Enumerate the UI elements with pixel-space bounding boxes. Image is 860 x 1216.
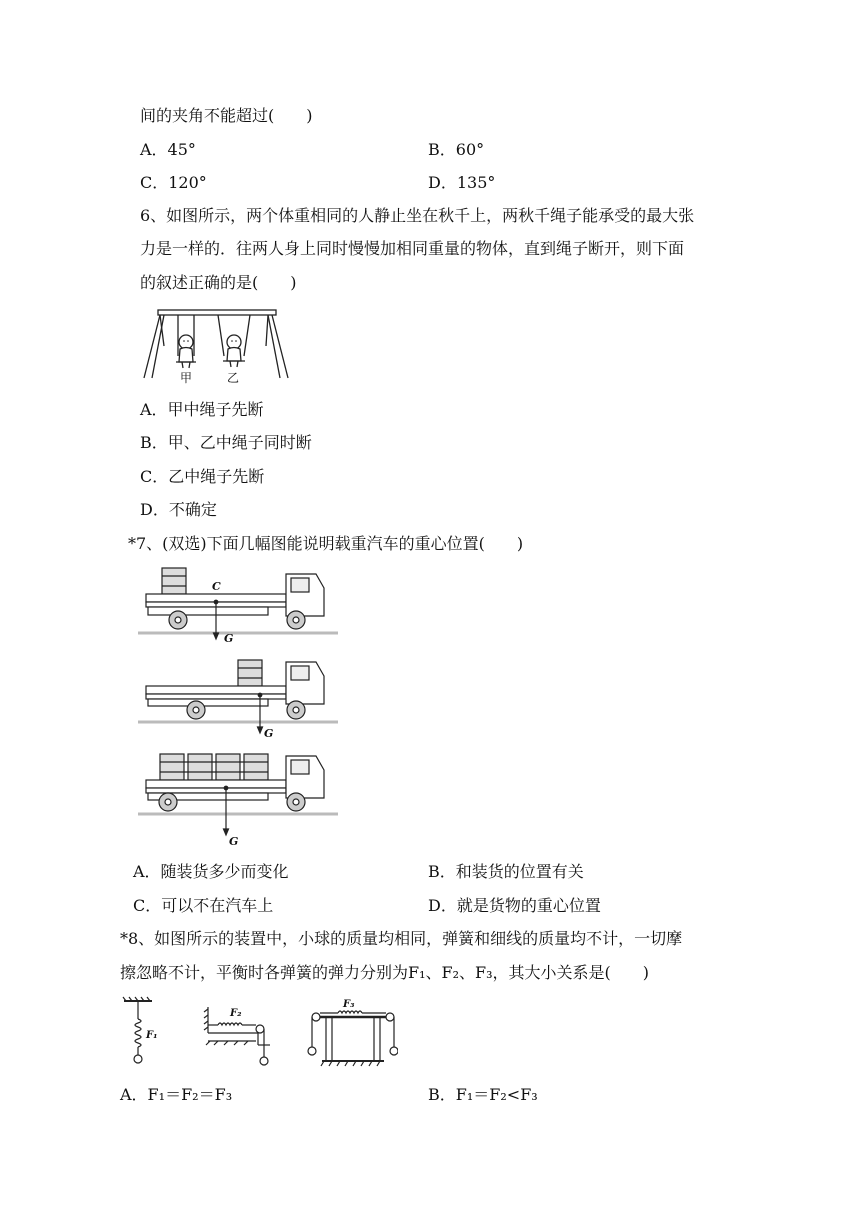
truck2-label-g: G [264,727,274,740]
q5-option-d: D．135° [428,173,496,192]
q7-stem: *7、(双选)下面几幅图能说明载重汽车的重心位置( ) [128,534,524,553]
q6-option-b: B．甲、乙中绳子同时断 [140,433,312,452]
swing-label-jia: 甲 [180,371,193,385]
q5-option-c: C．120° [140,173,207,192]
q6-option-a: A．甲中绳子先断 [140,400,264,419]
q6-stem-line-1: 6、如图所示，两个体重相同的人静止坐在秋千上，两秋千绳子能承受的最大张 [140,206,695,225]
q7-option-c: C．可以不在汽车上 [133,896,274,915]
q5-stem-tail: 间的夹角不能超过( ) [140,106,313,125]
spring-label-f3: F₃ [343,999,355,1010]
truck1-label-g: G [224,632,234,645]
q5-option-a: A．45° [140,140,196,159]
truck3-label-g: G [229,835,239,848]
q7-option-d: D．就是货物的重心位置 [428,896,601,915]
q6-stem-line-3: 的叙述正确的是( ) [140,273,297,292]
q5-option-b: B．60° [428,140,485,159]
q7-option-a: A．随装货多少而变化 [133,862,289,881]
q8-option-a: A．F₁＝F₂＝F₃ [120,1085,233,1104]
q6-option-d: D．不确定 [140,500,217,519]
q6-option-c: C．乙中绳子先断 [140,467,265,486]
truck-figure-2 [138,652,343,742]
truck-figure-1 [138,562,343,652]
q8-stem-line-2: 擦忽略不计，平衡时各弹簧的弹力分别为F₁、F₂、F₃，其大小关系是( ) [120,963,650,982]
truck1-label-c: C [212,580,221,593]
spring-device-figure [118,995,398,1073]
truck-figure-3 [138,746,343,851]
q8-option-b: B．F₁＝F₂<F₃ [428,1085,538,1104]
spring-label-f2: F₂ [230,1008,242,1019]
q7-option-b: B．和装货的位置有关 [428,862,584,881]
swing-figure [138,306,296,388]
q6-stem-line-2: 力是一样的．往两人身上同时慢慢加相同重量的物体，直到绳子断开，则下面 [140,239,685,258]
swing-label-yi: 乙 [227,371,240,385]
q8-stem-line-1: *8、如图所示的装置中，小球的质量均相同，弹簧和细线的质量均不计，一切摩 [120,929,683,948]
spring-label-f1: F₁ [146,1030,158,1041]
